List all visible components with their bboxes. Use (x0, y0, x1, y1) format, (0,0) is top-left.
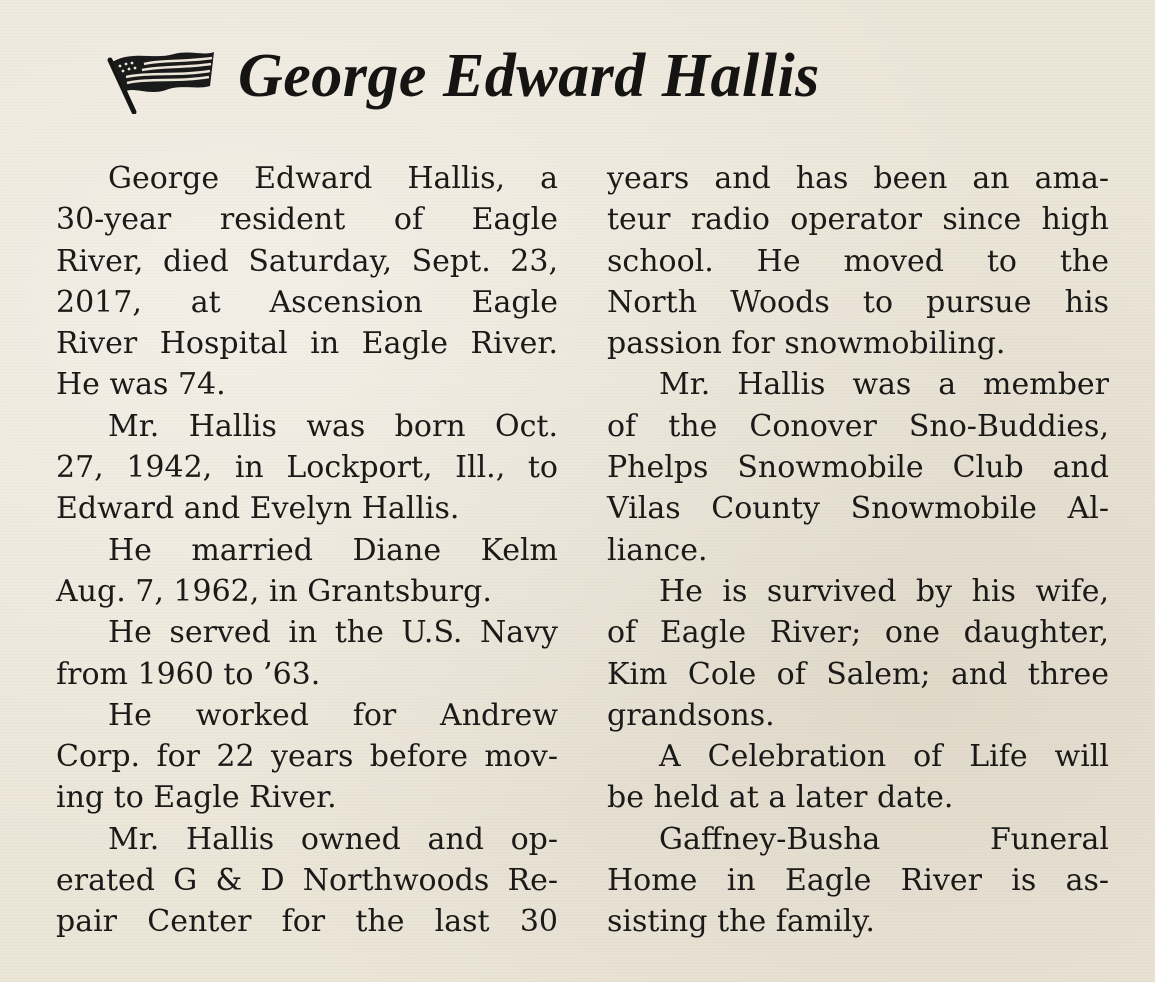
text-line: He married Diane Kelm (108, 532, 558, 568)
text-line: River, died Saturday, Sept. 23, (56, 243, 558, 279)
text-line: years and has been an ama- (607, 161, 1109, 196)
text-line: 30-year resident of Eagle (56, 202, 558, 238)
text-line: teur radio operator since high (607, 202, 1109, 238)
text-line: passion for snowmobiling. (607, 326, 1006, 362)
text-line: 27, 1942, in Lockport, Ill., to (56, 450, 558, 486)
text-line: Mr. Hallis was born Oct. (108, 408, 558, 444)
text-line: Edward and Evelyn Hallis. (56, 491, 460, 527)
text-line: Corp. for 22 years before mov- (56, 739, 558, 775)
text-line: Aug. 7, 1962, in Grantsburg. (56, 573, 492, 609)
text-line: sisting the family. (607, 904, 875, 940)
page-title: George Edward Hallis (238, 42, 820, 110)
text-line: Mr. Hallis was a member (659, 367, 1109, 403)
text-line: He was 74. (56, 367, 226, 403)
text-line: Phelps Snowmobile Club and (607, 450, 1109, 486)
text-line: River Hospital in Eagle River. (56, 326, 558, 362)
text-line: of the Conover Sno-Buddies, (607, 408, 1109, 444)
text-line: liance. (607, 532, 708, 568)
text-line: from 1960 to ’63. (56, 656, 321, 692)
text-line: Mr. Hallis owned and op- (108, 821, 558, 857)
text-line: school. He moved to the (607, 243, 1109, 279)
obituary-header (104, 32, 1004, 122)
text-line: 2017, at Ascension Eagle (56, 284, 558, 320)
text-line: pair Center for the last 30 (56, 904, 558, 940)
text-line: A Celebration of Life will (659, 739, 1109, 775)
text-line: Kim Cole of Salem; and three (607, 656, 1109, 692)
text-line: erated G & D Northwoods Re- (56, 863, 558, 899)
obituary-right-column (607, 158, 1109, 943)
text-line: He served in the U.S. Navy (108, 615, 558, 651)
text-line: North Woods to pursue his (607, 284, 1109, 320)
text-line: Home in Eagle River is as- (607, 863, 1109, 899)
text-line: He worked for Andrew (108, 697, 558, 733)
text-line: ing to Eagle River. (56, 780, 337, 816)
obituary-left-column (56, 158, 558, 943)
text-line: George Edward Hallis, a (108, 161, 558, 196)
text-line: of Eagle River; one daughter, (607, 615, 1109, 651)
text-line: He is survived by his wife, (659, 573, 1109, 609)
text-line: grandsons. (607, 697, 775, 733)
american-flag-icon (104, 42, 216, 114)
text-line: be held at a later date. (607, 780, 954, 816)
text-line: Gaffney-Busha Funeral (659, 821, 1109, 857)
text-line: Vilas County Snowmobile Al- (607, 491, 1109, 527)
